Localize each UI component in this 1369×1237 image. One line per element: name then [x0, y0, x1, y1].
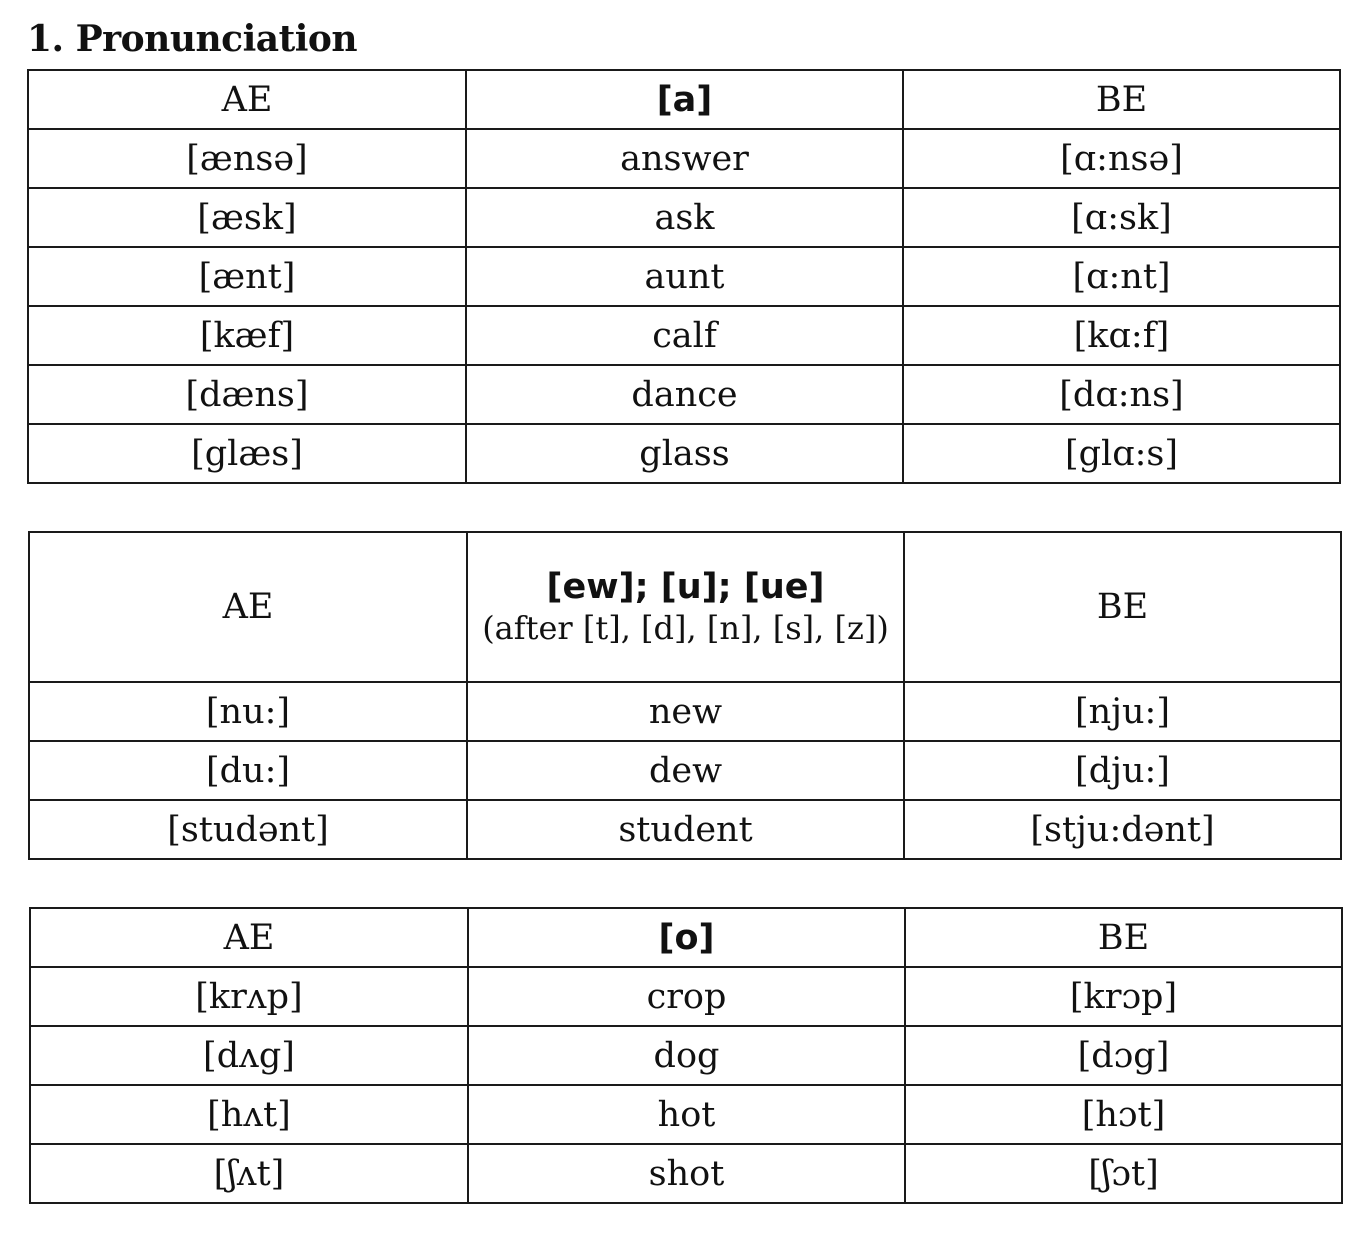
word: calf [466, 306, 903, 365]
ae-transcription: [nu:] [29, 682, 467, 741]
ae-transcription: [ænsə] [28, 129, 466, 188]
be-transcription: [dju:] [904, 741, 1341, 800]
be-transcription: [glɑ:s] [903, 424, 1340, 483]
be-transcription: [ɑ:sk] [903, 188, 1340, 247]
be-transcription: [ɑ:nsə] [903, 129, 1340, 188]
ae-transcription: [glæs] [28, 424, 466, 483]
ae-transcription: [dʌg] [30, 1026, 468, 1085]
be-transcription: [kɑ:f] [903, 306, 1340, 365]
word: dew [467, 741, 904, 800]
page-title: 1. Pronunciation [27, 18, 358, 60]
ae-transcription: [dæns] [28, 365, 466, 424]
ae-transcription: [du:] [29, 741, 467, 800]
table-row [28, 247, 1340, 306]
be-transcription: [krɔp] [905, 967, 1342, 1026]
ae-transcription: [hʌt] [30, 1085, 468, 1144]
table-header-row [28, 70, 1340, 129]
table-row [30, 1026, 1342, 1085]
header-ae: AE [28, 70, 466, 129]
ae-transcription: [krʌp] [30, 967, 468, 1026]
header-sound-label: [ew]; [u]; [ue] [546, 567, 825, 607]
word: ask [466, 188, 903, 247]
be-transcription: [dɔg] [905, 1026, 1342, 1085]
word: glass [466, 424, 903, 483]
word: new [467, 682, 904, 741]
table-row [30, 1144, 1342, 1203]
header-ae: AE [30, 908, 468, 967]
ae-transcription: [kæf] [28, 306, 466, 365]
be-transcription: [nju:] [904, 682, 1341, 741]
header-be: BE [903, 70, 1340, 129]
ae-transcription: [ʃʌt] [30, 1144, 468, 1203]
word: hot [468, 1085, 905, 1144]
table-row [30, 1085, 1342, 1144]
table-header-row [29, 532, 1341, 682]
ae-transcription: [ænt] [28, 247, 466, 306]
be-transcription: [stju:dənt] [904, 800, 1341, 859]
word: dog [468, 1026, 905, 1085]
header-be: BE [905, 908, 1342, 967]
table-row [29, 800, 1341, 859]
header-ae: AE [29, 532, 467, 682]
table-header-row [30, 908, 1342, 967]
table-row [28, 188, 1340, 247]
header-sound: [a] [466, 70, 903, 129]
header-sound-note: (after [t], [d], [n], [s], [z]) [482, 609, 889, 647]
table-row [28, 424, 1340, 483]
pronunciation-table-a [27, 69, 1341, 484]
header-sound: [o] [468, 908, 905, 967]
pronunciation-table-ew-u-ue [28, 531, 1342, 860]
word: crop [468, 967, 905, 1026]
word: shot [468, 1144, 905, 1203]
word: aunt [466, 247, 903, 306]
table-row [28, 306, 1340, 365]
header-be: BE [904, 532, 1341, 682]
word: dance [466, 365, 903, 424]
word: answer [466, 129, 903, 188]
table-row [29, 682, 1341, 741]
table-row [29, 741, 1341, 800]
header-sound [467, 532, 904, 682]
be-transcription: [ʃɔt] [905, 1144, 1342, 1203]
be-transcription: [hɔt] [905, 1085, 1342, 1144]
ae-transcription: [studənt] [29, 800, 467, 859]
word: student [467, 800, 904, 859]
ae-transcription: [æsk] [28, 188, 466, 247]
table-row [28, 365, 1340, 424]
be-transcription: [dɑ:ns] [903, 365, 1340, 424]
pronunciation-table-o [29, 907, 1343, 1204]
be-transcription: [ɑ:nt] [903, 247, 1340, 306]
table-row [28, 129, 1340, 188]
table-row [30, 967, 1342, 1026]
